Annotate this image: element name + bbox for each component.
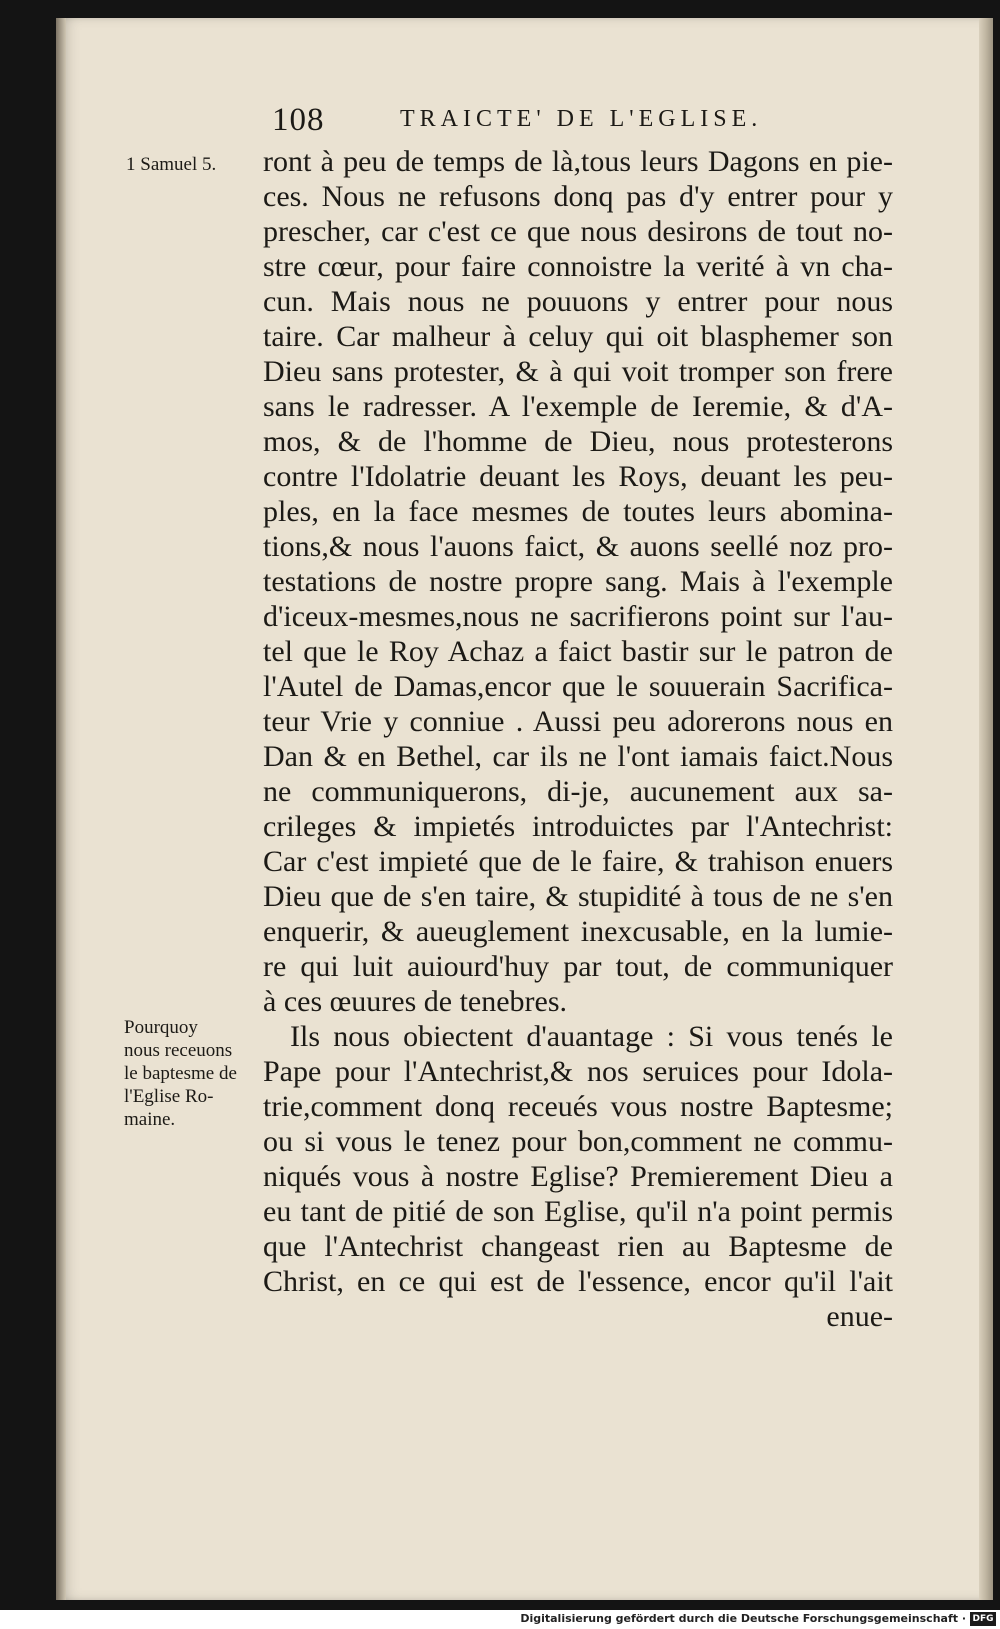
body-line: niqués vous à nostre Eglise? Premierement Dieu a [263,1160,893,1193]
body-line: Christ, en ce qui est de l'essence, encor qu'il l'ait [263,1265,893,1298]
catchword: enue- [826,1300,893,1333]
body-line: ces. Nous ne refusons donq pas d'y entrer pour y [263,180,893,213]
margin-note-line: Pourquoy [124,1017,198,1038]
body-line: d'iceux-mesmes,nous ne sacrifierons point sur l'au- [263,600,893,633]
body-line: crileges & impietés introduictes par l'Antechrist: [263,810,893,843]
body-line: ront à peu de temps de là,tous leurs Dagons en pie- [263,145,893,178]
page-edge [979,18,993,1600]
margin-note-line: nous receuons [124,1040,233,1061]
book-page [56,18,993,1600]
body-line: prescher, car c'est ce que nous desirons de tout no- [263,215,893,248]
body-line: Car c'est impieté que de le faire, & trahison enuers [263,845,893,878]
body-line: ne communiquerons, di-je, aucunement aux sa- [263,775,893,808]
body-line: Dan & en Bethel, car ils ne l'ont iamais faict.Nous [263,740,893,773]
body-line: taire. Car malheur à celuy qui oit blasphemer son [263,320,893,353]
body-line: à ces œuures de tenebres. [263,985,568,1018]
dfg-logo: DFG [970,1612,996,1626]
body-line: contre l'Idolatrie deuant les Roys, deuant les peu- [263,460,893,493]
body-line: ou si vous le tenez pour bon,comment ne commu- [263,1125,893,1158]
body-line: mos, & de l'homme de Dieu, nous protesterons [263,425,893,458]
body-line: teur Vrie y conniue . Aussi peu adorerons nous en [263,705,893,738]
body-line: testations de nostre propre sang. Mais à l'exemple [263,565,893,598]
body-line: stre cœur, pour faire connoistre la verité à vn cha- [263,250,893,283]
body-line: Pape pour l'Antechrist,& nos seruices pour Idola- [263,1055,893,1088]
page-gutter-shadow [56,18,66,1600]
body-line: tel que le Roy Achaz a faict bastir sur le patron de [263,635,893,668]
body-line: re qui luit auiourd'huy par tout, de communiquer [263,950,893,983]
body-line: enquerir, & aueuglement inexcusable, en la lumie- [263,915,893,948]
body-line: Dieu sans protester, & à qui voit tromper son frere [263,355,893,388]
footer-credit: Digitalisierung gefördert durch die Deutsche Forschungsgemeinschaft · [520,1612,966,1625]
body-line: Ils nous obiectent d'auantage : Si vous tenés le [290,1020,893,1053]
margin-note-line: l'Eglise Ro- [124,1086,214,1107]
margin-note-line: maine. [124,1109,176,1130]
running-title: TRAICTE' DE L'EGLISE. [400,106,763,132]
margin-note-line: le baptesme de [124,1063,237,1084]
body-line: trie,comment donq receués vous nostre Baptesme; [263,1090,893,1123]
body-line: cun. Mais nous ne pouuons y entrer pour nous [263,285,893,318]
body-line: Dieu que de s'en taire, & stupidité à tous de ne s'en [263,880,893,913]
body-line: eu tant de pitié de son Eglise, qu'il n'a point permis [263,1195,893,1228]
body-line: tions,& nous l'auons faict, & auons seellé noz pro- [263,530,893,563]
digitization-footer [0,1610,1000,1629]
body-line: l'Autel de Damas,encor que le souuerain Sacrifica- [263,670,893,703]
page-number: 108 [272,102,325,138]
margin-note-samuel: 1 Samuel 5. [126,154,217,175]
margin-note-pourquoy [124,1016,274,1131]
body-line: que l'Antechrist changeast rien au Baptesme de [263,1230,893,1263]
body-line: ples, en la face mesmes de toutes leurs abomina- [263,495,893,528]
body-line: sans le radresser. A l'exemple de Ieremie, & d'A- [263,390,893,423]
